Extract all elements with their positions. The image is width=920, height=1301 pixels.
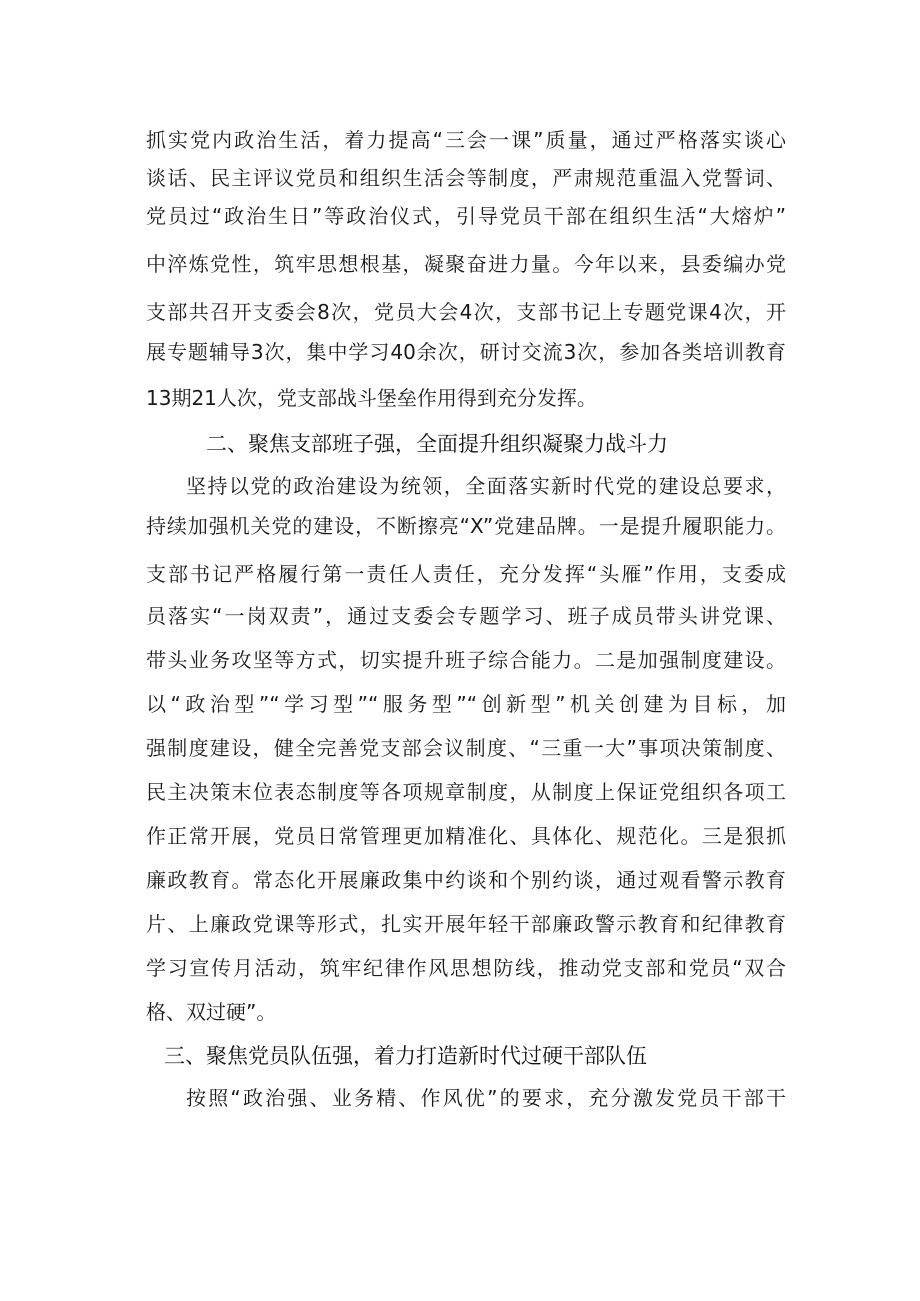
section-2-line-5: 带头业务攻坚等方式，切实提升班子综合能力。二是加强制度建设。: [146, 648, 786, 672]
section-2-line-4: 员落实“一岗双责”，通过支委会专题学习、班子成员带头讲党课、: [146, 604, 786, 628]
paragraph-1-line-4: 中淬炼党性，筑牢思想根基，凝聚奋进力量。今年以来，县委编办党: [146, 252, 786, 276]
paragraph-1-line-6: 展专题辅导3次，集中学习40余次，研讨交流3次，参加各类培训教育: [146, 340, 786, 364]
section-2-line-1: 坚持以党的政治建设为统领，全面落实新时代党的建设总要求，: [186, 474, 786, 498]
section-2-line-12: 学习宣传月活动，筑牢纪律作风思想防线，推动党支部和党员“双合: [146, 956, 786, 980]
section-2-line-13: 格、双过硬”。: [146, 1000, 277, 1024]
section-2-line-9: 作正常开展，党员日常管理更加精准化、具体化、规范化。三是狠抓: [146, 824, 786, 848]
paragraph-1-line-5: 支部共召开支委会8次，党员大会4次，支部书记上专题党课4次，开: [146, 300, 786, 324]
section-3-line-1: 按照“政治强、业务精、作风优”的要求，充分激发党员干部干: [186, 1086, 786, 1110]
section-2-line-2: 持续加强机关党的建设，不断擦亮“X”党建品牌。一是提升履职能力。: [146, 514, 786, 538]
paragraph-1-line-2: 谈话、民主评议党员和组织生活会等制度，严肃规范重温入党誓词、: [146, 166, 786, 190]
paragraph-1-line-7: 13期21人次，党支部战斗堡垒作用得到充分发挥。: [146, 386, 597, 410]
section-2-line-6: 以“政治型”“学习型”“服务型”“创新型”机关创建为目标，加: [146, 692, 786, 716]
section-2-line-10: 廉政教育。常态化开展廉政集中约谈和个别约谈，通过观看警示教育: [146, 868, 786, 892]
section-2-line-8: 民主决策末位表态制度等各项规章制度，从制度上保证党组织各项工: [146, 780, 786, 804]
section-2-line-11: 片、上廉政党课等形式，扎实开展年轻干部廉政警示教育和纪律教育: [146, 912, 786, 936]
paragraph-1-line-3: 党员过“政治生日”等政治仪式，引导党员干部在组织生活“大熔炉”: [146, 204, 786, 228]
section-2-line-7: 强制度建设，健全完善党支部会议制度、“三重一大”事项决策制度、: [146, 736, 786, 760]
section-2-line-3: 支部书记严格履行第一责任人责任，充分发挥“头雁”作用，支委成: [146, 562, 786, 586]
section-3-heading: 三、聚焦党员队伍强，着力打造新时代过硬干部队伍: [164, 1044, 647, 1068]
paragraph-1-line-1: 抓实党内政治生活，着力提高“三会一课”质量，通过严格落实谈心: [146, 128, 786, 152]
section-2-heading: 二、聚焦支部班子强，全面提升组织凝聚力战斗力: [206, 432, 668, 456]
